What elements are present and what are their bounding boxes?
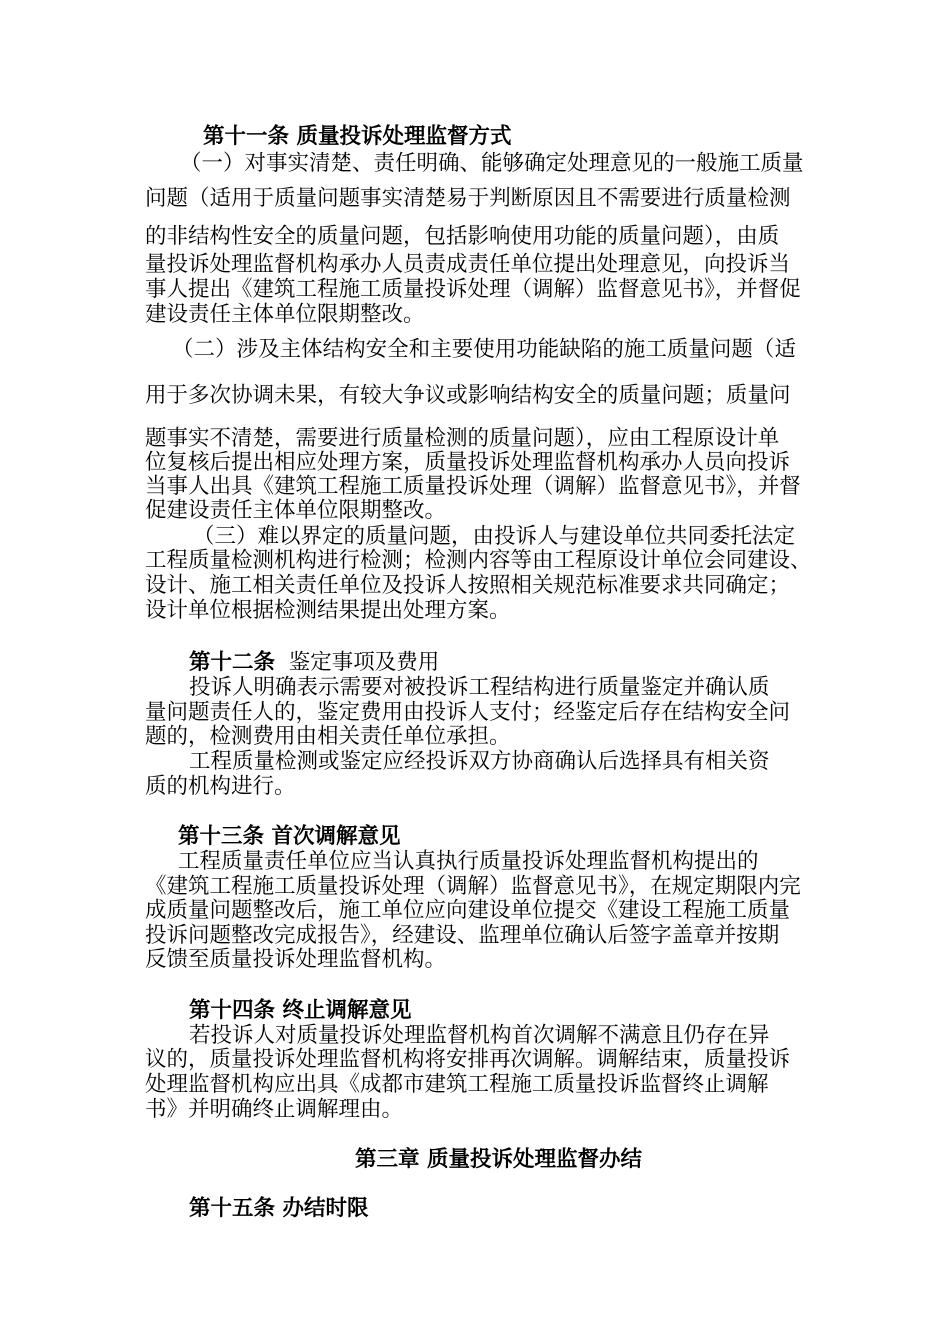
paragraph-line: 当事人出具《建筑工程施工质量投诉处理（调解）监督意见书》，并督 xyxy=(145,474,801,499)
emphasis-char: 适 xyxy=(774,335,796,365)
emphasis-char: 于 xyxy=(253,184,275,214)
article-13-heading: 第十三条 首次调解意见 xyxy=(178,824,401,849)
paragraph-line: 量问题责任人的，鉴定费用由投诉人支付；经鉴定后存在结构安全问 xyxy=(145,700,791,725)
article-12-label: 第十二条 xyxy=(189,650,276,675)
article-15-heading: 第十五条 办结时限 xyxy=(189,1196,369,1221)
paragraph-line: 工程质量检测或鉴定应经投诉双方协商确认后选择具有相关资 xyxy=(189,749,770,774)
paragraph-line: 议的，质量投诉处理监督机构将安排再次调解。调解结束，质量投诉 xyxy=(145,1047,791,1072)
paragraph-line: 促建设责任主体单位限期整改。 xyxy=(145,498,447,523)
paragraph-line: 问题（适 用 于 质量问题事实清楚易于判断原因且不需要进行质量检测 xyxy=(145,184,815,214)
paragraph-line: 量投诉处理监督机构承办人员责成责任单位提出处理意见，向投诉当 xyxy=(145,252,791,277)
paragraph-line: 《建筑工程施工质量投诉处理（调解）监督意见书》，在规定期限内完 xyxy=(145,874,801,899)
paragraph-line: 工程质量检测机构进行检测；检测内容等由工程原设计单位会同建设、 xyxy=(145,548,812,573)
emphasis-char: 用 xyxy=(145,381,167,411)
paragraph-line: 工程质量责任单位应当认真执行质量投诉处理监督机构提出的 xyxy=(178,849,759,874)
paragraph-line: 投诉人明确表示需要对被投诉工程结构进行质量鉴定并确认质 xyxy=(189,675,770,700)
paragraph-line: 题的，检测费用由相关责任单位承担。 xyxy=(145,724,511,749)
article-11-heading: 第十一条 质量投诉处理监督方式 xyxy=(203,124,512,149)
paragraph-line: （一）对事实清楚、责任明确、能够确定处理意见的一般施工质量 xyxy=(180,151,804,176)
paragraph-line: 题事实不清楚，需要进行质量检测的质量问题），应由工程原设计单 xyxy=(145,426,780,451)
article-12-title: 鉴定事项及费用 xyxy=(288,650,440,675)
paragraph-line: （二）涉及主体结构安全和主要使用功能缺陷的施工质量问题（适 xyxy=(172,335,842,365)
paragraph-line: 若投诉人对质量投诉处理监督机构首次调解不满意且仍存在异 xyxy=(189,1023,770,1048)
paragraph-line: 的非结构性安全的质量问题，包括影响使用功能的质量问题），由质 xyxy=(145,224,780,249)
emphasis-char: 适 xyxy=(210,184,232,214)
paragraph-line: 成质量问题整改后，施工单位应向建设单位提交《建设工程施工质量 xyxy=(145,898,791,923)
emphasis-char: 用 xyxy=(231,184,253,214)
emphasis-char: 于 xyxy=(167,381,189,411)
paragraph-line: 反馈至质量投诉处理监督机构。 xyxy=(145,947,447,972)
paragraph-line: 书》并明确终止调解理由。 xyxy=(145,1097,404,1122)
paragraph-line: 投诉问题整改完成报告》，经建设、监理单位确认后签字盖章并按期 xyxy=(145,923,780,948)
paragraph-line: 设计单位根据检测结果提出处理方案。 xyxy=(145,598,511,623)
chapter-3-heading: 第三章 质量投诉处理监督办结 xyxy=(355,1147,642,1172)
paragraph-line: 事人提出《建筑工程施工质量投诉处理（调解）监督意见书》，并督促 xyxy=(145,277,801,302)
paragraph-line: （三）难以界定的质量问题，由投诉人与建设单位共同委托法定 xyxy=(193,524,796,549)
paragraph-line: 用 于 多次协调未果，有较大争议或影响结构安全的质量问题；质量问 xyxy=(145,381,815,411)
paragraph-line: 处理监督机构应出具《成都市建筑工程施工质量投诉监督终止调解 xyxy=(145,1072,769,1097)
paragraph-line: 设计、施工相关责任单位及投诉人按照相关规范标准要求共同确定； xyxy=(145,573,791,598)
article-14-heading: 第十四条 终止调解意见 xyxy=(189,998,412,1023)
paragraph-line: 位复核后提出相应处理方案，质量投诉处理监督机构承办人员向投诉 xyxy=(145,450,791,475)
paragraph-line: 建设责任主体单位限期整改。 xyxy=(145,302,425,327)
paragraph-line: 质的机构进行。 xyxy=(145,774,296,799)
